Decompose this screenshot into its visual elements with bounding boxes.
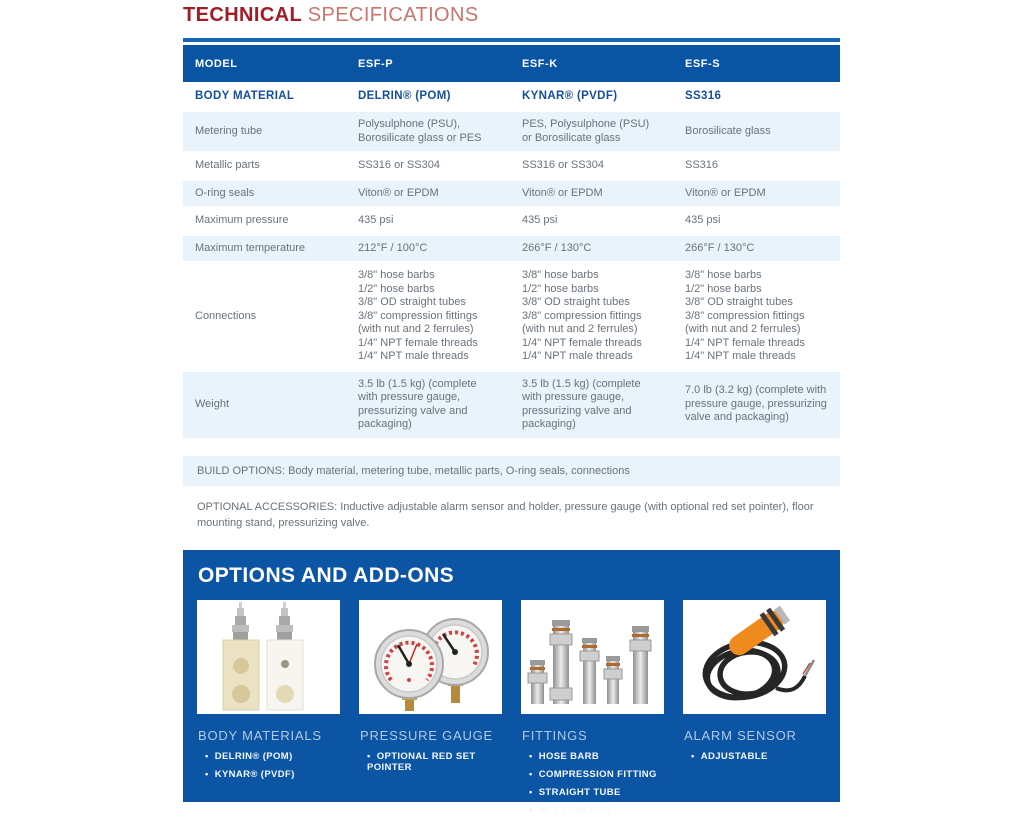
- spec-row-label: O-ring seals: [195, 186, 255, 199]
- body-material-esf-k: KYNAR® (PVDF): [522, 90, 618, 102]
- spec-cell: 3.5 lb (1.5 kg) (complete with pressure gauge, pressurizing valve and packaging): [522, 377, 641, 430]
- option-bullet: • STRAIGHT TUBE: [529, 787, 664, 798]
- spec-row-metering-tube: [183, 112, 840, 153]
- spec-row-maximum-pressure: [183, 208, 840, 236]
- spec-sheet: [183, 0, 840, 816]
- spec-cell: SS316 or SS304: [358, 159, 440, 171]
- spec-row-label: Weight: [195, 397, 230, 410]
- spec-table: [183, 45, 840, 440]
- spec-cell: 3/8" hose barbs 1/2" hose barbs 3/8" OD straight tubes 3/8" compression fittings (with nut and 2 ferrules) 1/4" NPT female threads 1/4" NPT male threads: [358, 269, 478, 362]
- pressure-gauges-icon: [359, 600, 502, 714]
- alarm-sensor-photo: [683, 600, 826, 714]
- body-material-label: BODY MATERIAL: [195, 90, 295, 102]
- spec-cell: 3/8" hose barbs 1/2" hose barbs 3/8" OD straight tubes 3/8" compression fittings (with nut and 2 ferrules) 1/4" NPT female threads 1/4" NPT male threads: [522, 269, 642, 362]
- spec-cell: 435 psi: [685, 214, 721, 226]
- page-title-light: SPECIFICATIONS: [307, 4, 479, 26]
- option-title: BODY MATERIALS: [198, 727, 322, 743]
- spec-row-label: Connections: [195, 309, 257, 322]
- page-title-bold: TECHNICAL: [183, 4, 302, 26]
- body-materials-photo: [197, 600, 340, 714]
- spec-cell: Polysulphone (PSU), Borosilicate glass or PES: [358, 118, 482, 144]
- body-material-esf-s: SS316: [685, 90, 722, 102]
- option-bullet: • DELRIN® (POM): [205, 751, 340, 762]
- spec-cell: 266°F / 130°C: [685, 241, 755, 254]
- option-bullet: • COMPRESSION FITTING: [529, 769, 664, 780]
- spec-cell: 3.5 lb (1.5 kg) (complete with pressure gauge, pressurizing valve and packaging): [358, 377, 477, 430]
- page-title: [183, 4, 840, 27]
- spec-cell: 435 psi: [358, 214, 394, 226]
- option-bullet: • NPT THREADS: [529, 805, 664, 816]
- option-bullet-list: [521, 751, 664, 816]
- header-esf-k: ESF-K: [522, 57, 558, 70]
- spec-row-connections: [183, 263, 840, 372]
- pressure-gauge-photo: [359, 600, 502, 714]
- valve-bodies-icon: [197, 600, 340, 714]
- options-panel-title: OPTIONS AND ADD-ONS: [198, 563, 455, 587]
- spec-cell: 7.0 lb (3.2 kg) (complete with pressure gauge, pressurizing valve and packaging): [685, 384, 827, 424]
- options-panel: [183, 550, 840, 816]
- spec-row-maximum-temperature: [183, 236, 840, 264]
- spec-row-label: Metallic parts: [195, 159, 260, 171]
- header-esf-s: ESF-S: [685, 57, 721, 70]
- fittings-icon: [521, 600, 664, 714]
- spec-cell: 266°F / 130°C: [522, 241, 592, 254]
- option-bullet-list: [359, 751, 502, 773]
- option-title: FITTINGS: [522, 727, 588, 743]
- spec-row-label: Maximum pressure: [195, 214, 289, 226]
- spec-cell: SS316 or SS304: [522, 159, 604, 171]
- header-esf-p: ESF-P: [358, 57, 394, 70]
- build-options-note: BUILD OPTIONS: Body material, metering tube, metallic parts, O-ring seals, connections: [183, 456, 840, 486]
- option-bullet-list: [683, 751, 826, 762]
- option-pressure-gauge: [359, 714, 502, 823]
- header-model: MODEL: [195, 57, 238, 70]
- option-title: ALARM SENSOR: [684, 727, 797, 743]
- body-material-esf-p: DELRIN® (POM): [358, 90, 451, 102]
- optional-accessories-note: OPTIONAL ACCESSORIES: Inductive adjustable alarm sensor and holder, pressure gauge (with optional red set pointer), floor mounting stand, pressurizing valve.: [197, 500, 814, 529]
- body-material-row: [183, 82, 840, 112]
- fittings-photo: [521, 600, 664, 714]
- spec-row-label: Metering tube: [195, 124, 263, 137]
- option-bullet-list: [197, 751, 340, 780]
- spec-table-body: [183, 112, 840, 440]
- spec-row-metallic-parts: [183, 153, 840, 181]
- spec-cell: Viton® or EPDM: [358, 186, 439, 199]
- option-bullet: • HOSE BARB: [529, 751, 664, 762]
- spec-cell: Viton® or EPDM: [522, 186, 603, 199]
- option-bullet: • ADJUSTABLE: [691, 751, 826, 762]
- spec-cell: Viton® or EPDM: [685, 186, 766, 199]
- spec-cell: 435 psi: [522, 214, 558, 226]
- alarm-sensor-icon: [683, 600, 826, 714]
- spec-cell: SS316: [685, 159, 719, 171]
- option-title: PRESSURE GAUGE: [360, 727, 494, 743]
- option-bullet: • OPTIONAL RED SET POINTER: [367, 751, 502, 773]
- spec-cell: PES, Polysulphone (PSU) or Borosilicate glass: [522, 118, 650, 144]
- spec-cell: 212°F / 100°C: [358, 241, 428, 254]
- spec-cell: Borosilicate glass: [685, 124, 771, 137]
- spec-table-header: [183, 45, 840, 82]
- spec-row-weight: [183, 372, 840, 440]
- spec-row-o-ring-seals: [183, 181, 840, 209]
- option-fittings: [521, 714, 664, 823]
- option-body-materials: [197, 714, 340, 823]
- options-cards: [197, 600, 826, 823]
- title-divider: [183, 38, 840, 42]
- spec-cell: 3/8" hose barbs 1/2" hose barbs 3/8" OD straight tubes 3/8" compression fittings (with nut and 2 ferrules) 1/4" NPT female threads 1/4" NPT male threads: [685, 269, 805, 362]
- spec-row-label: Maximum temperature: [195, 241, 306, 254]
- option-bullet: • KYNAR® (PVDF): [205, 769, 340, 780]
- option-alarm-sensor: [683, 714, 826, 823]
